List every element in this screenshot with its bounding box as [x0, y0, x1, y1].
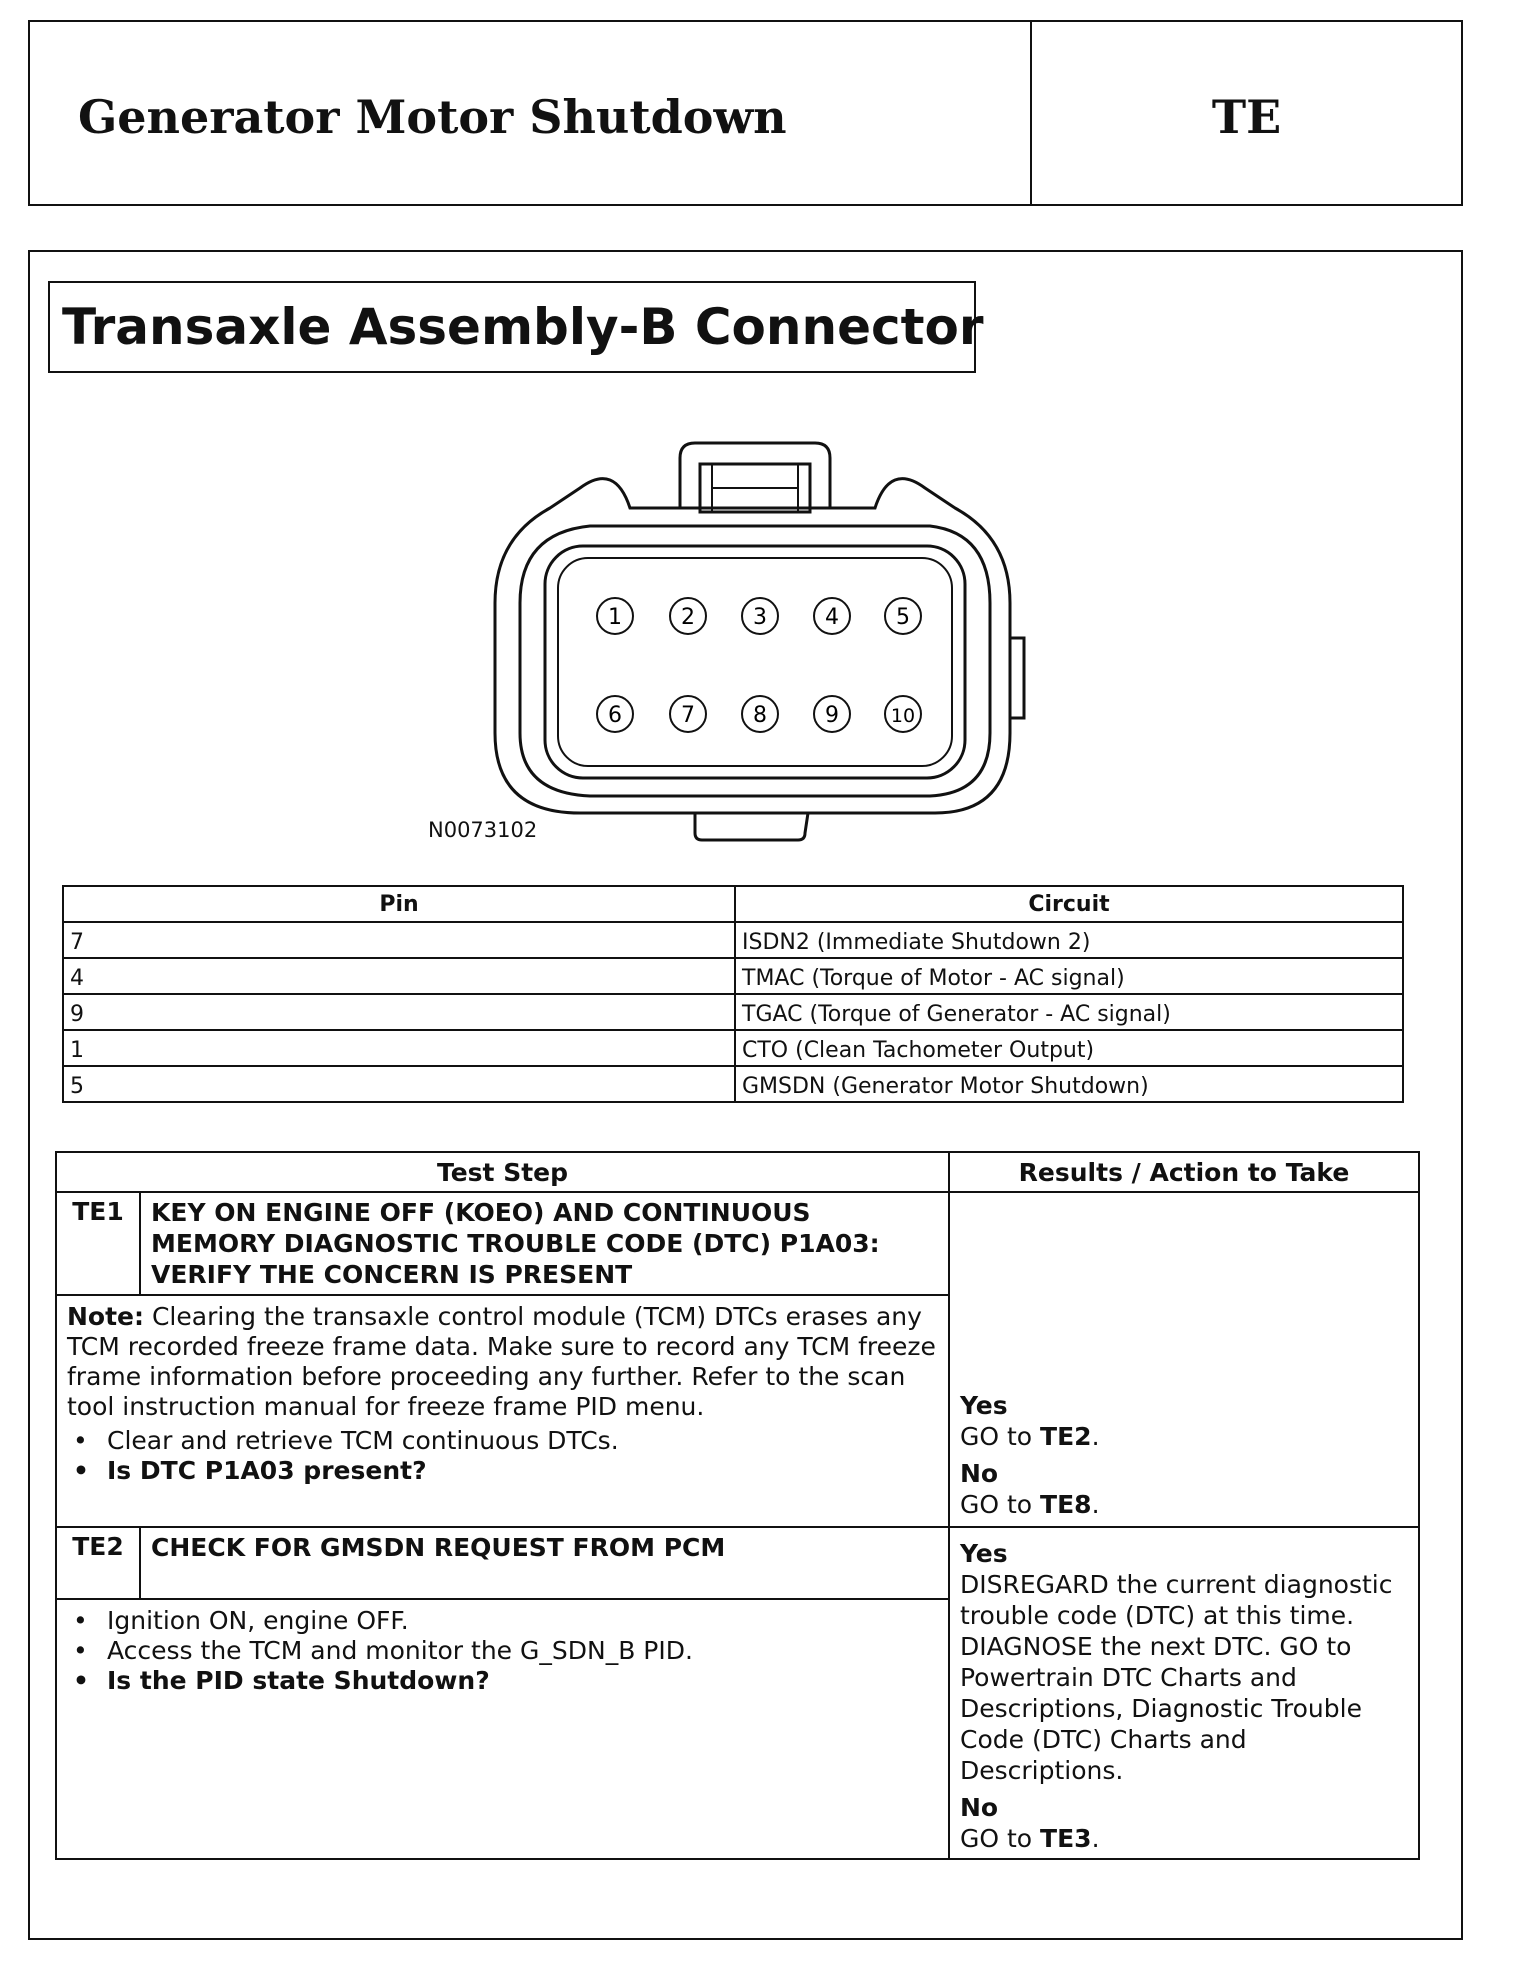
circuit-cell: TMAC (Torque of Motor - AC signal): [735, 958, 1403, 994]
connector-heading: Transaxle Assembly-B Connector: [48, 281, 976, 373]
step-title: CHECK FOR GMSDN REQUEST FROM PCM: [140, 1527, 949, 1599]
step-body: [56, 1295, 949, 1527]
page-header: [28, 20, 1463, 206]
step-title: KEY ON ENGINE OFF (KOEO) AND CONTINUOUS MEMORY DIAGNOSTIC TROUBLE CODE (DTC) P1A03: VERIFY THE CONCERN IS PRESENT: [140, 1192, 949, 1295]
figure-id: N0073102: [428, 818, 538, 842]
connector-face: [545, 546, 965, 778]
column-header-pin: Pin: [63, 886, 735, 922]
table-row: [63, 1066, 1403, 1102]
bottom-key: [695, 813, 808, 840]
goto-link[interactable]: TE3: [1040, 1824, 1092, 1853]
no-label: No: [960, 1793, 999, 1822]
connector-face-inner: [558, 558, 952, 766]
goto-link[interactable]: TE8: [1040, 1490, 1092, 1519]
pin-label: 7: [681, 703, 695, 728]
step-id: TE1: [56, 1192, 140, 1295]
step-question: • Is DTC P1A03 present?: [67, 1456, 938, 1486]
yes-label: Yes: [960, 1539, 1008, 1568]
no-action: GO to TE3.: [960, 1824, 1100, 1853]
circuit-cell: ISDN2 (Immediate Shutdown 2): [735, 922, 1403, 958]
step-te1-results: [949, 1192, 1419, 1527]
no-action: GO to TE8.: [960, 1490, 1100, 1519]
connector-diagram: [480, 428, 1040, 848]
column-header-results: Results / Action to Take: [949, 1152, 1419, 1192]
section-code: TE: [1211, 90, 1282, 144]
yes-action: DISREGARD the current diagnostic trouble code (DTC) at this time. DIAGNOSE the next DTC. GO to Powertrain DTC Charts and Descriptions, Diagnostic Trouble Code (DTC) Charts and Descriptions.: [960, 1570, 1393, 1785]
bullet-item: • Ignition ON, engine OFF.: [67, 1606, 938, 1636]
pin-cell: 9: [63, 994, 735, 1030]
pin-label: 2: [681, 605, 695, 630]
page-title: Generator Motor Shutdown: [30, 22, 1032, 204]
pin-label: 10: [890, 705, 916, 727]
circuit-cell: TGAC (Torque of Generator - AC signal): [735, 994, 1403, 1030]
pin-cell: 5: [63, 1066, 735, 1102]
pin-cell: 1: [63, 1030, 735, 1066]
table-row: [63, 994, 1403, 1030]
connector-housing-inner: [520, 526, 990, 796]
note: Note: Clearing the transaxle control module (TCM) DTCs erases any TCM recorded freeze frame data. Make sure to record any TCM freeze frame information before proceeding any further. Refer to the scan tool instruction manual for freeze frame PID menu.: [67, 1302, 936, 1421]
table-row: [63, 922, 1403, 958]
pin-cell: 7: [63, 922, 735, 958]
step-id: TE2: [56, 1527, 140, 1599]
pin-label: 1: [608, 605, 622, 630]
circuit-cell: CTO (Clean Tachometer Output): [735, 1030, 1403, 1066]
table-row: [63, 958, 1403, 994]
column-header-test-step: Test Step: [56, 1152, 949, 1192]
pin-label: 8: [753, 703, 767, 728]
pin-label: 4: [825, 605, 839, 630]
side-tab: [1010, 638, 1024, 718]
step-te2-title-row: [56, 1527, 1419, 1599]
yes-action: GO to TE2.: [960, 1422, 1100, 1451]
step-question: • Is the PID state Shutdown?: [67, 1666, 938, 1696]
step-te2-results: [949, 1527, 1419, 1859]
pin-label: 5: [896, 605, 910, 630]
table-row: [63, 1030, 1403, 1066]
pin-label: 9: [825, 703, 839, 728]
test-step-table: [55, 1151, 1420, 1860]
latch-outer: [680, 443, 830, 508]
pin-label: 6: [608, 703, 622, 728]
pin-label: 3: [753, 605, 767, 630]
step-te1-title-row: [56, 1192, 1419, 1295]
pin-circuit-table: [62, 885, 1404, 1103]
pin-cell: 4: [63, 958, 735, 994]
step-body: [56, 1599, 949, 1859]
bullet-item: • Clear and retrieve TCM continuous DTCs.: [67, 1426, 938, 1456]
circuit-cell: GMSDN (Generator Motor Shutdown): [735, 1066, 1403, 1102]
yes-label: Yes: [960, 1391, 1008, 1420]
column-header-circuit: Circuit: [735, 886, 1403, 922]
bullet-item: • Access the TCM and monitor the G_SDN_B PID.: [67, 1636, 938, 1666]
goto-link[interactable]: TE2: [1040, 1422, 1092, 1451]
no-label: No: [960, 1459, 999, 1488]
